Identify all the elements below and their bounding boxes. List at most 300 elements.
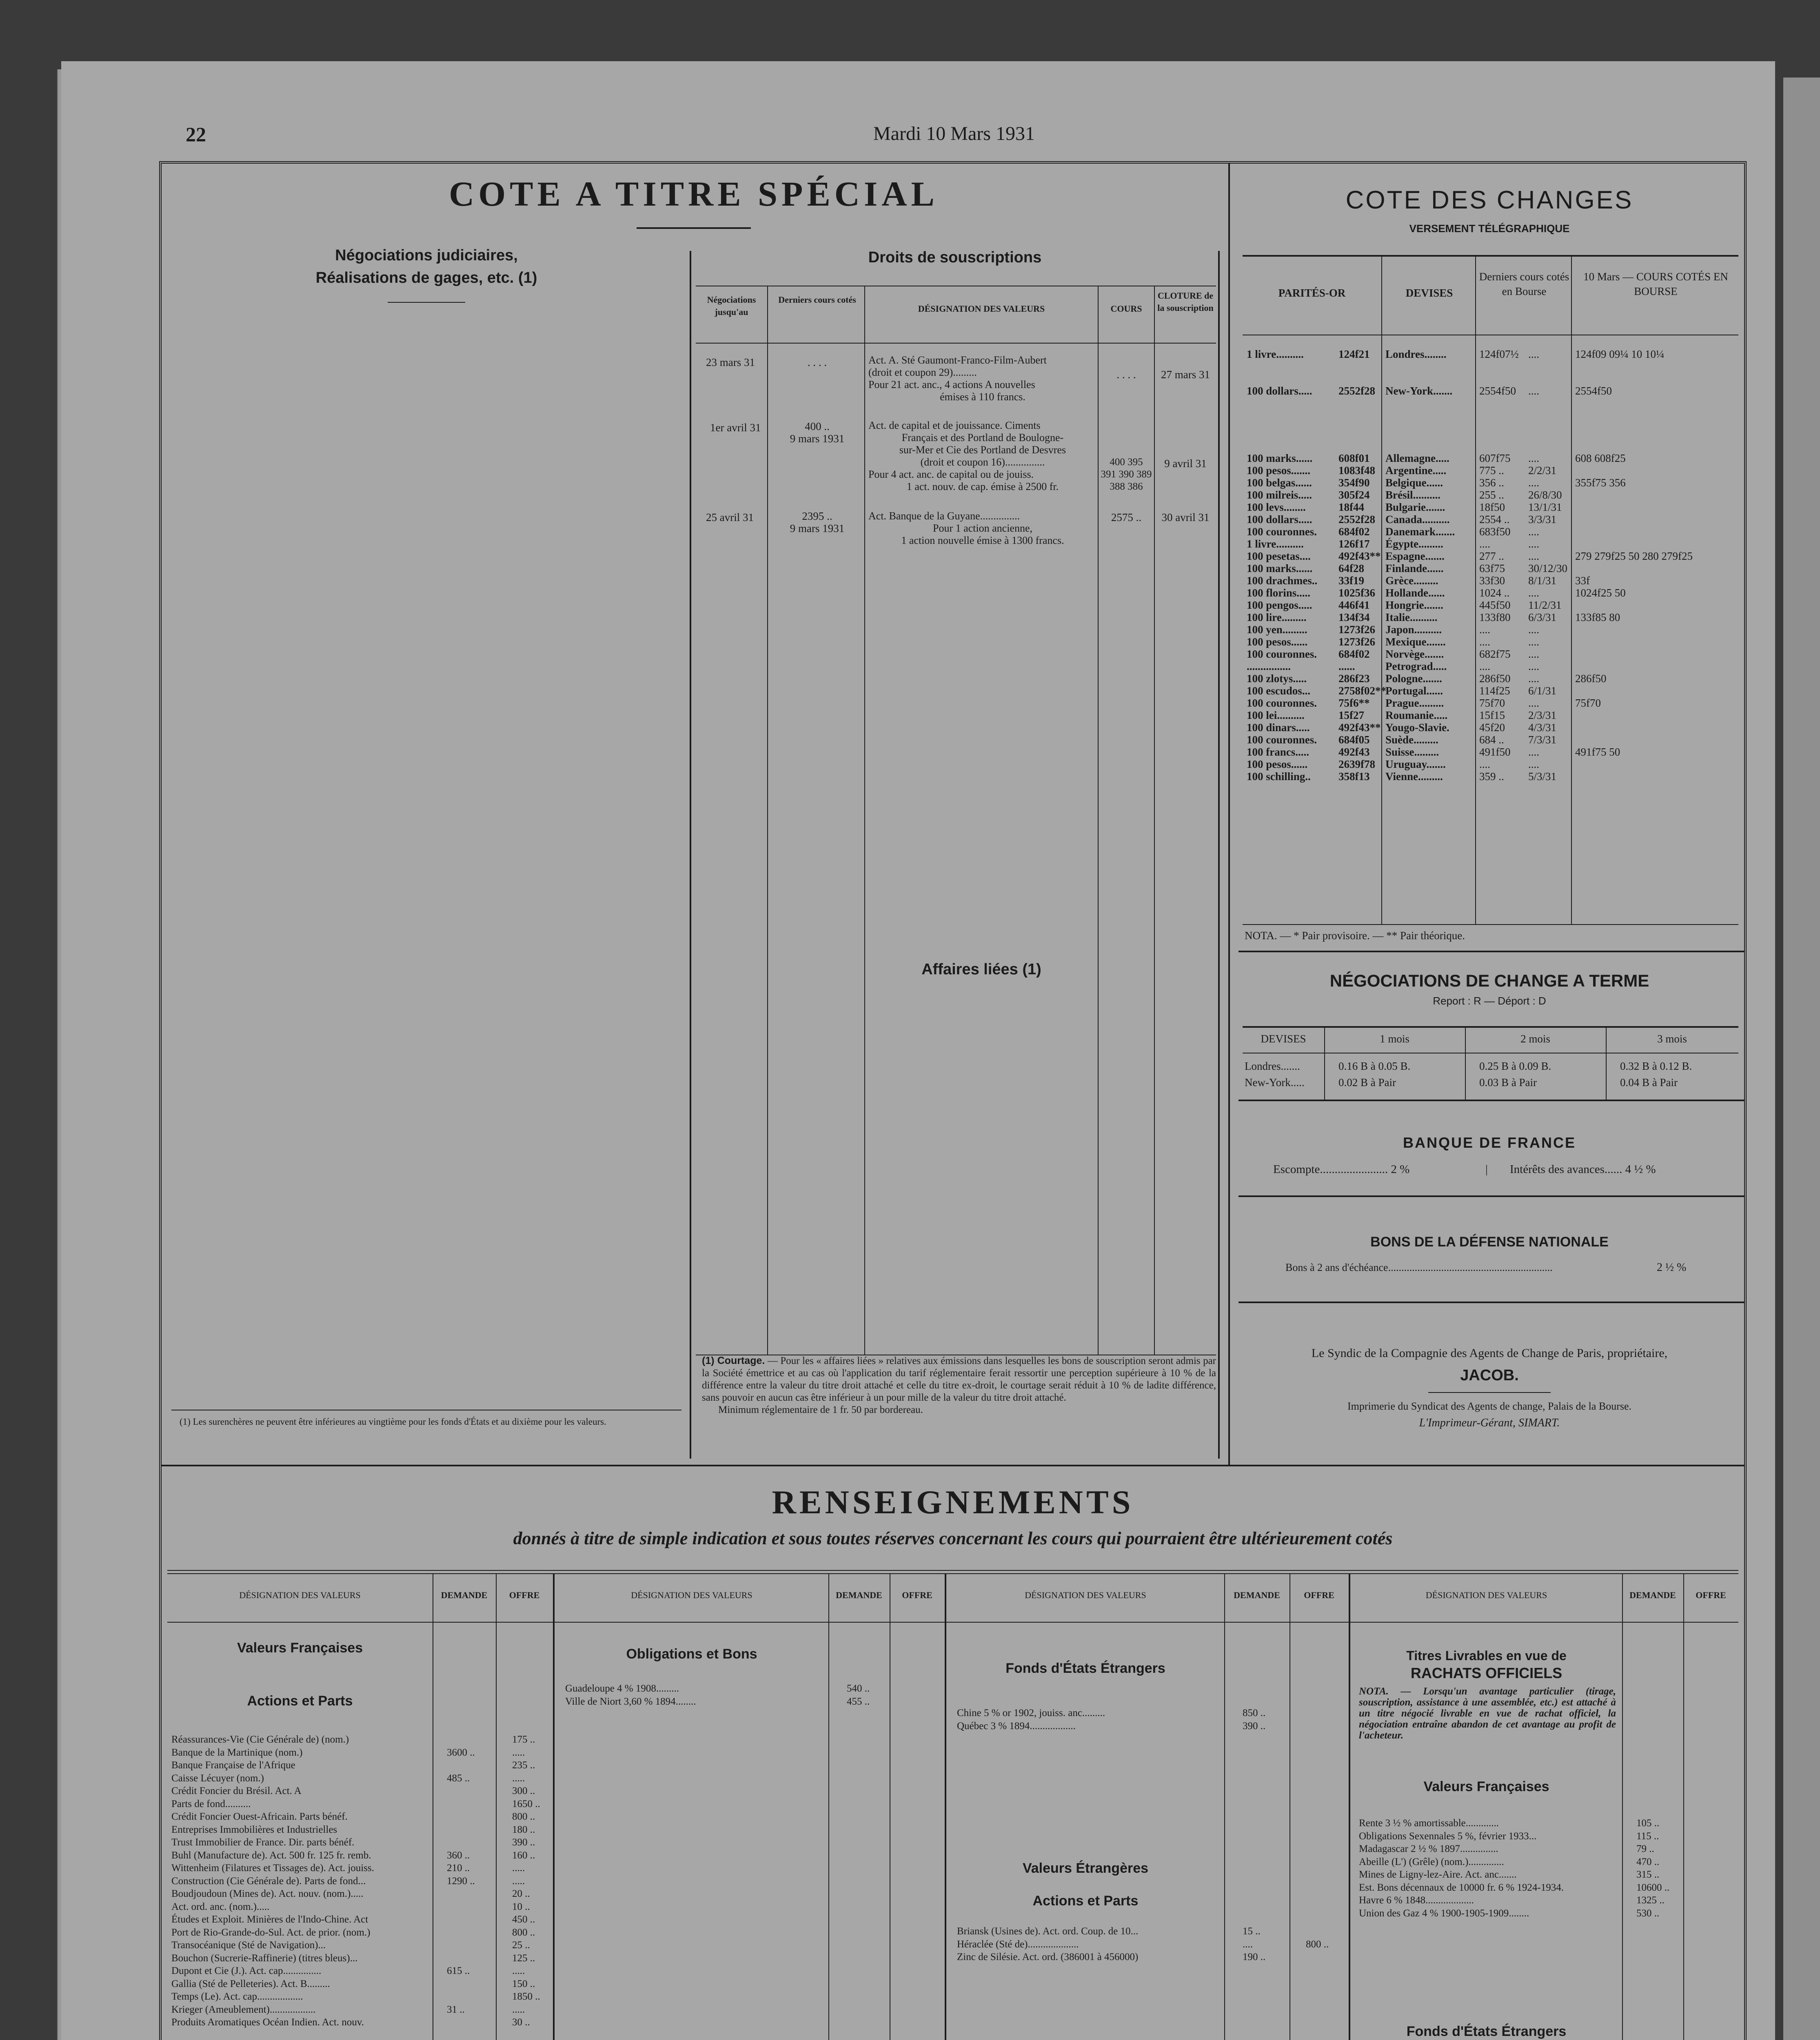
- rens-c2-item-designation: Guadeloupe 4 % 1908.........: [565, 1683, 679, 1694]
- changes-row-parite: 2758f02**: [1338, 685, 1386, 697]
- syndic-line-1: Le Syndic de la Compagnie des Agents de Change de Paris, propriétaire,: [1311, 1346, 1668, 1360]
- droits-row-1-cours: . . . .: [1116, 368, 1136, 381]
- changes-row-dernier: 133f80: [1479, 611, 1511, 623]
- divider-cote-changes: [1228, 163, 1230, 1465]
- changes-row-date: ....: [1528, 758, 1539, 770]
- courtage-title: (1) Courtage.: [702, 1355, 765, 1366]
- changes-row-dernier: 124f07½: [1479, 348, 1519, 360]
- rens-c1-item-offre: .....: [512, 1965, 525, 1976]
- droits-row-2-date: 1er avril 31: [710, 421, 761, 434]
- rens-c1-item-offre: 390 ..: [512, 1837, 535, 1848]
- rens-c3-h-offre: OFFRE: [1304, 1590, 1334, 1600]
- changes-row-parite: 684f02: [1338, 648, 1370, 660]
- rens-c1-item-offre: 30 ..: [512, 2017, 530, 2028]
- changes-row-parite: 2552f28: [1338, 513, 1375, 526]
- rens-c3-rule-a: [1224, 1573, 1225, 2040]
- rens-c1-item-offre: 150 ..: [512, 1978, 535, 1989]
- changes-row-devise: Prague.........: [1385, 697, 1444, 709]
- rens-c1-item-demande: 485 ..: [447, 1772, 470, 1784]
- changes-row-devise: Bulgarie.......: [1385, 501, 1445, 513]
- rens-c1-item-designation: Temps (Le). Act. cap..................: [171, 1991, 303, 2002]
- changes-row-devise: Suisse.........: [1385, 746, 1439, 758]
- rens-c4-valeurs-item-demande: 79 ..: [1636, 1843, 1654, 1854]
- changes-row-parite: 358f13: [1338, 770, 1370, 783]
- droits-row-3-cours: 2575 ..: [1111, 511, 1142, 523]
- changes-row-parite: ......: [1338, 660, 1355, 672]
- terme-header-top: [1243, 1026, 1738, 1028]
- rens-c1-item-offre: 10 ..: [512, 1901, 530, 1912]
- changes-row-cours: 279 279f25 50 280 279f25: [1575, 550, 1693, 562]
- changes-row-devise: Petrograd.....: [1385, 660, 1447, 672]
- rens-c1-h-demande: DEMANDE: [441, 1590, 488, 1600]
- rens-c1-item-designation: Bouchon (Sucrerie-Raffinerie) (titres bleus)...: [171, 1952, 358, 1964]
- rens-c1-item-designation: Réassurances-Vie (Cie Générale de) (nom.): [171, 1734, 349, 1745]
- droits-row-2-line-5: Pour 4 act. anc. de capital ou de jouiss.: [868, 468, 1034, 480]
- changes-row-date: ....: [1528, 452, 1539, 464]
- rens-c1-item-designation: Caisse Lécuyer (nom.): [171, 1772, 264, 1784]
- rens-c1-item-offre: 125 ..: [512, 1952, 535, 1964]
- rens-c1-item-offre: 235 ..: [512, 1760, 535, 1771]
- changes-row-cours: 124f09 09¼ 10 10¼: [1575, 348, 1665, 360]
- courtage-min: Minimum réglementaire de 1 fr. 50 par bordereau.: [718, 1404, 923, 1415]
- changes-row-date: ....: [1528, 348, 1539, 360]
- rens-c1-item-demande: 3600 ..: [447, 1747, 475, 1758]
- droits-row-1-cloture: 27 mars 31: [1161, 368, 1210, 381]
- rens-c3-h-demande: DEMANDE: [1234, 1590, 1280, 1600]
- changes-row-dernier: 682f75: [1479, 648, 1511, 660]
- changes-row-date: ....: [1528, 550, 1539, 562]
- rens-divider-2: [945, 1573, 946, 2040]
- droits-row-1-designation: [868, 354, 1097, 403]
- changes-row-parite: 446f41: [1338, 599, 1370, 611]
- changes-row-unit: 100 lire.........: [1247, 611, 1307, 623]
- rens-c4-rule-a: [1622, 1573, 1623, 2040]
- changes-row-unit: 100 levs........: [1247, 501, 1306, 513]
- droits-row-2-line-1: Act. de capital et de jouissance. Ciments: [868, 419, 1041, 431]
- judicial-heading-1: Négociations judiciaires,: [335, 247, 518, 264]
- changes-row-date: ....: [1528, 746, 1539, 758]
- changes-row-unit: 100 marks......: [1247, 562, 1313, 574]
- rens-c3-fonds-item-demande: 390 ..: [1243, 1720, 1266, 1732]
- rens-c4-valeurs-item-demande: 105 ..: [1636, 1818, 1660, 1829]
- changes-col-parites: PARITÉS-OR: [1278, 287, 1346, 299]
- renseignements-title: RENSEIGNEMENTS: [772, 1483, 1134, 1521]
- changes-row-parite: 492f43**: [1338, 550, 1381, 562]
- rens-c4-valeurs-item-designation: Abeille (L') (Grêle) (nom.)..............: [1359, 1856, 1504, 1867]
- changes-row-dernier: 359 ..: [1479, 770, 1504, 783]
- rens-c1-item-offre: 20 ..: [512, 1888, 530, 1899]
- changes-col-cours: 10 Mars — COURS COTÉS EN BOURSE: [1583, 271, 1728, 297]
- changes-row-devise: Grèce.........: [1385, 574, 1438, 587]
- changes-row-date: 4/3/31: [1528, 721, 1557, 734]
- changes-row-dernier: 75f70: [1479, 697, 1505, 709]
- changes-row-parite: 64f28: [1338, 562, 1364, 574]
- rens-c1-item-demande: 1290 ..: [447, 1875, 475, 1887]
- changes-row-unit: 1 livre..........: [1247, 538, 1304, 550]
- droits-row-2-designation: [868, 419, 1097, 493]
- changes-row-parite: 684f05: [1338, 734, 1370, 746]
- changes-row-unit: 100 belgas......: [1247, 477, 1312, 489]
- changes-row-unit: 100 milreis.....: [1247, 489, 1312, 501]
- rens-c1-item-designation: Parts de fond..........: [171, 1798, 251, 1809]
- changes-row-dernier: 114f25: [1479, 685, 1510, 697]
- droits-row-1-line-3: Pour 21 act. anc., 4 actions A nouvelles: [868, 379, 1035, 390]
- rens-header-top: [167, 1570, 1738, 1574]
- changes-row-unit: 100 couronnes.: [1247, 734, 1317, 746]
- syndic-name: JACOB.: [1460, 1367, 1519, 1384]
- changes-row-parite: 1083f48: [1338, 464, 1375, 477]
- changes-row-dernier: 15f15: [1479, 709, 1505, 721]
- changes-row-cours: 33f: [1575, 574, 1590, 587]
- changes-row-unit: 100 dollars.....: [1247, 385, 1312, 397]
- changes-row-parite: 2639f78: [1338, 758, 1375, 770]
- changes-row-devise: Argentine.....: [1385, 464, 1447, 477]
- droits-row-3-designation: [868, 510, 1097, 547]
- changes-row-date: 26/8/30: [1528, 489, 1562, 501]
- rens-c1-item-designation: Banque Française de l'Afrique: [171, 1760, 295, 1771]
- changes-row-parite: 684f02: [1338, 526, 1370, 538]
- rens-c4-valeurs-item-designation: Madagascar 2 ½ % 1897...............: [1359, 1843, 1498, 1854]
- changes-nota-rule: [1238, 951, 1745, 952]
- rens-c1-item-designation: Act. ord. anc. (nom.).....: [171, 1901, 270, 1912]
- rens-c1-item-offre: .....: [512, 1747, 525, 1758]
- rens-c1-item-offre: .....: [512, 2004, 525, 2015]
- changes-row-parite: 305f24: [1338, 489, 1370, 501]
- rens-c4-h-demande: DEMANDE: [1629, 1590, 1676, 1600]
- terme-col-devises: DEVISES: [1261, 1033, 1306, 1045]
- changes-row-cours: 355f75 356: [1575, 477, 1626, 489]
- changes-row-cours: 491f75 50: [1575, 746, 1620, 758]
- changes-row-unit: 100 dinars.....: [1247, 721, 1310, 734]
- droits-col-rule-1: [767, 286, 768, 1355]
- changes-row-dernier: ....: [1479, 623, 1490, 636]
- rens-c1-item-offre: 180 ..: [512, 1824, 535, 1835]
- rens-c1-item-offre: 160 ..: [512, 1849, 535, 1861]
- changes-row-date: 13/1/31: [1528, 501, 1562, 513]
- rens-c1-item-demande: 210 ..: [447, 1863, 470, 1874]
- changes-row-parite: 18f44: [1338, 501, 1364, 513]
- judicial-heading-2: Réalisations de gages, etc. (1): [315, 269, 537, 286]
- droits-row-2-cloture: 9 avril 31: [1164, 457, 1207, 470]
- changes-row-parite: 1025f36: [1338, 587, 1375, 599]
- rens-c4-valeurs-item-demande: 1325 ..: [1636, 1895, 1665, 1906]
- rens-c1-item-designation: Crédit Foncier Ouest-Africain. Parts bénéf.: [171, 1811, 348, 1822]
- rens-c4-heading-titres: Titres Livrables en vue de: [1406, 1648, 1567, 1663]
- terme-bottom: [1238, 1100, 1745, 1101]
- rens-c1-item-offre: .....: [512, 1772, 525, 1784]
- changes-row-unit: 100 yen.........: [1247, 623, 1307, 636]
- rens-c1-item-offre: 450 ..: [512, 1914, 535, 1925]
- syndic-rule: [1428, 1392, 1551, 1393]
- changes-row-dernier: 63f75: [1479, 562, 1505, 574]
- changes-row-unit: 100 dollars.....: [1247, 513, 1312, 526]
- changes-row-unit: 100 pesos......: [1247, 758, 1308, 770]
- rens-c2-item-demande: 455 ..: [847, 1696, 870, 1707]
- rens-c1-item-designation: Banque de la Martinique (nom.): [171, 1747, 303, 1758]
- changes-row-dernier: 2554f50: [1479, 385, 1516, 397]
- changes-row-parite: 134f34: [1338, 611, 1370, 623]
- rens-c4-valeurs-item-demande: 115 ..: [1636, 1830, 1659, 1842]
- rens-c1-item-offre: 25 ..: [512, 1940, 530, 1951]
- changes-row-devise: Uruguay.......: [1385, 758, 1446, 770]
- changes-row-parite: 126f17: [1338, 538, 1370, 550]
- rens-c2-h-demande: DEMANDE: [836, 1590, 882, 1600]
- rens-c1-h-offre: OFFRE: [509, 1590, 540, 1600]
- changes-row-devise: New-York.......: [1385, 385, 1453, 397]
- rens-c2-heading: Obligations et Bons: [626, 1646, 757, 1662]
- rens-c1-h-designation: DÉSIGNATION DES VALEURS: [239, 1590, 361, 1600]
- changes-row-unit: 100 lei..........: [1247, 709, 1305, 721]
- changes-row-date: 2/2/31: [1528, 464, 1557, 477]
- changes-row-date: 11/2/31: [1528, 599, 1562, 611]
- changes-row-parite: 608f01: [1338, 452, 1370, 464]
- changes-row-dernier: 18f50: [1479, 501, 1505, 513]
- changes-row-cours: 286f50: [1575, 672, 1607, 685]
- changes-row-dernier: 277 ..: [1479, 550, 1504, 562]
- changes-row-date: ....: [1528, 648, 1539, 660]
- changes-row-date: 2/3/31: [1528, 709, 1557, 721]
- terme-londres-2: 0.25 B à 0.09 B.: [1479, 1060, 1551, 1072]
- changes-row-dernier: 607f75: [1479, 452, 1511, 464]
- changes-col-rule-3: [1571, 255, 1572, 924]
- changes-row-dernier: ....: [1479, 758, 1490, 770]
- droits-row-2-line-3: sur-Mer et Cie des Portland de Desvres: [899, 444, 1066, 456]
- rens-c3-fonds-item-demande: 850 ..: [1243, 1707, 1266, 1718]
- changes-row-dernier: ....: [1479, 660, 1490, 672]
- droits-row-1-line-4: émises à 110 francs.: [940, 391, 1025, 403]
- changes-row-date: ....: [1528, 623, 1539, 636]
- rens-c1-item-designation: Wittenheim (Filatures et Tissages de). Act. jouiss.: [171, 1863, 374, 1874]
- changes-row-unit: 100 florins.....: [1247, 587, 1311, 599]
- changes-row-unit: 100 pesos.......: [1247, 464, 1311, 477]
- rens-c1-item-offre: 300 ..: [512, 1785, 535, 1796]
- changes-row-unit: 100 couronnes.: [1247, 697, 1317, 709]
- droits-row-1-line-1: Act. A. Sté Gaumont-Franco-Film-Aubert: [868, 354, 1047, 366]
- changes-row-devise: Espagne.......: [1385, 550, 1445, 562]
- droits-row-3-derniers-2: 9 mars 1931: [790, 522, 845, 534]
- rens-c1-item-designation: Port de Rio-Grande-do-Sul. Act. de prior. (nom.): [171, 1927, 371, 1938]
- rens-c1-heading-valeurs: Valeurs Françaises: [237, 1640, 363, 1656]
- changes-row-dernier: 2554 ..: [1479, 513, 1510, 526]
- changes-row-parite: 492f43: [1338, 746, 1370, 758]
- droits-row-2-line-4: (droit et coupon 16)...............: [920, 456, 1045, 468]
- changes-row-date: ....: [1528, 526, 1539, 538]
- changes-row-parite: 1273f26: [1338, 636, 1375, 648]
- droits-row-1-date: 23 mars 31: [706, 356, 755, 368]
- changes-row-unit: 100 couronnes.: [1247, 526, 1317, 538]
- changes-row-unit: 100 francs.....: [1247, 746, 1309, 758]
- changes-row-date: 6/1/31: [1528, 685, 1557, 697]
- changes-row-cours: 1024f25 50: [1575, 587, 1626, 599]
- changes-row-devise: Finlande......: [1385, 562, 1444, 574]
- droits-col-rule-3: [1098, 286, 1099, 1355]
- changes-row-unit: 100 marks......: [1247, 452, 1313, 464]
- rens-c3-actions-item-designation: Héraclée (Sté de)....................: [957, 1938, 1079, 1950]
- syndic-line-3: L'Imprimeur-Gérant, SIMART.: [1419, 1417, 1560, 1429]
- changes-row-date: ....: [1528, 697, 1539, 709]
- droits-row-1-line-2: (droit et coupon 29).........: [868, 366, 977, 378]
- page-title: COTE A TITRE SPÉCIAL: [449, 174, 939, 213]
- col-header-designation: DÉSIGNATION DES VALEURS: [918, 304, 1045, 314]
- droits-row-3-line-1: Act. Banque de la Guyane...............: [868, 510, 1020, 522]
- changes-table-bottom: [1243, 924, 1738, 925]
- bons-bottom: [1238, 1302, 1745, 1303]
- rens-c4-valeurs-item-designation: Union des Gaz 4 % 1900-1905-1909........: [1359, 1907, 1529, 1919]
- rens-c2-item-designation: Ville de Niort 3,60 % 1894........: [565, 1696, 696, 1707]
- changes-row-devise: Italie..........: [1385, 611, 1438, 623]
- rens-c4-heading-rachats: RACHATS OFFICIELS: [1410, 1665, 1563, 1681]
- bons-line: Bons à 2 ans d'échéance..............................................................: [1285, 1262, 1553, 1273]
- changes-row-date: ....: [1528, 672, 1539, 685]
- syndic-line-2: Imprimerie du Syndicat des Agents de change, Palais de la Bourse.: [1347, 1400, 1632, 1412]
- header-date: Mardi 10 Mars 1931: [873, 123, 1035, 144]
- rens-c3-actions-item-demande: 190 ..: [1243, 1951, 1266, 1962]
- terme-subtitle: Report : R — Déport : D: [1433, 995, 1546, 1007]
- changes-row-date: 30/12/30: [1528, 562, 1568, 574]
- terme-title: NÉGOCIATIONS DE CHANGE A TERME: [1329, 971, 1649, 990]
- banque-title: BANQUE DE FRANCE: [1403, 1134, 1576, 1151]
- changes-row-date: ....: [1528, 636, 1539, 648]
- changes-row-devise: Portugal......: [1385, 685, 1443, 697]
- rens-c4-h-offre: OFFRE: [1696, 1590, 1726, 1600]
- courtage-text: — Pour les « affaires liées » relatives aux émissions dans lesquelles les bons de souscription seront admis par la Société émettrice et au cas où l'application du tarif réglementaire ferait ressortir une perception supérieure à 10 % de la différence entre la valeur du titre droit attaché et celle du titre ex-droit, le courtage serait réduit à 10 % de ladite différence, sans pouvoir en aucun cas être inférieur à un pour mille de la valeur du titre droit attaché.: [702, 1355, 1216, 1403]
- rens-c1-item-designation: Buhl (Manufacture de). Act. 500 fr. 125 fr. remb.: [171, 1849, 371, 1861]
- droits-header-bottom: [696, 343, 1216, 344]
- changes-row-dernier: 255 ..: [1479, 489, 1504, 501]
- changes-row-date: ....: [1528, 385, 1539, 397]
- droits-heading: Droits de souscriptions: [868, 249, 1042, 266]
- changes-row-parite: 124f21: [1338, 348, 1370, 360]
- droits-row-3-line-2: Pour 1 action ancienne,: [932, 522, 1033, 534]
- rens-c2-item-demande: 540 ..: [847, 1683, 870, 1694]
- changes-row-unit: 100 pesos......: [1247, 636, 1308, 648]
- rens-c4-rule-b: [1683, 1573, 1684, 2040]
- col-header-cours: COURS: [1110, 304, 1142, 314]
- changes-row-date: ....: [1528, 587, 1539, 599]
- changes-row-dernier: 445f50: [1479, 599, 1511, 611]
- rens-c2-rule-a: [828, 1573, 829, 2040]
- changes-row-devise: Suède.........: [1385, 734, 1438, 746]
- changes-header-top: [1243, 255, 1738, 257]
- changes-row-devise: Londres........: [1385, 348, 1447, 360]
- rens-header-bottom: [167, 1622, 1738, 1623]
- changes-row-dernier: ....: [1479, 538, 1490, 550]
- changes-row-dernier: 683f50: [1479, 526, 1511, 538]
- rens-divider-3: [1349, 1573, 1350, 2040]
- rens-c1-item-designation: Construction (Cie Générale de). Parts de fond...: [171, 1875, 366, 1887]
- changes-row-devise: Norvège.......: [1385, 648, 1444, 660]
- divider-inner-left: [690, 251, 691, 1459]
- terme-newyork-3: 0.04 B à Pair: [1620, 1076, 1678, 1089]
- terme-newyork-2: 0.03 B à Pair: [1479, 1076, 1537, 1089]
- changes-nota: NOTA. — * Pair provisoire. — ** Pair théorique.: [1245, 929, 1465, 942]
- rens-c1-item-offre: 175 ..: [512, 1734, 535, 1745]
- bons-rate: 2 ½ %: [1657, 1261, 1687, 1274]
- changes-row-date: 7/3/31: [1528, 734, 1557, 746]
- droits-row-3-derniers-1: 2395 ..: [802, 510, 832, 522]
- droits-row-2-cours: [1098, 456, 1155, 493]
- changes-row-devise: Canada..........: [1385, 513, 1450, 526]
- changes-row-unit: 100 pesetas....: [1247, 550, 1311, 562]
- changes-row-dernier: 775 ..: [1479, 464, 1504, 477]
- droits-row-2-line-6: 1 act. nouv. de cap. émise à 2500 fr.: [906, 481, 1059, 492]
- droits-row-1-derniers: . . . .: [807, 356, 827, 368]
- banque-escompte: Escompte....................... 2 %: [1273, 1163, 1410, 1176]
- changes-row-parite: 75f6**: [1338, 697, 1370, 709]
- changes-row-unit: 1 livre..........: [1247, 348, 1304, 360]
- col-header-derniers: Derniers cours cotés: [778, 295, 856, 305]
- rens-c1-item-designation: Krieger (Ameublement)..................: [171, 2004, 316, 2015]
- droits-row-3-derniers: [769, 510, 865, 534]
- changes-row-dernier: 286f50: [1479, 672, 1511, 685]
- changes-row-dernier: 491f50: [1479, 746, 1511, 758]
- rens-c1-item-designation: Études et Exploit. Minières de l'Indo-Chine. Act: [171, 1914, 368, 1925]
- rens-c1-item-demande: 31 ..: [447, 2004, 465, 2015]
- changes-row-dernier: 1024 ..: [1479, 587, 1510, 599]
- rens-c3-actions-item-designation: Briansk (Usines de). Act. ord. Coup. de 10...: [957, 1926, 1139, 1937]
- changes-row-unit: 100 schilling..: [1247, 770, 1311, 783]
- changes-row-devise: Pologne.......: [1385, 672, 1442, 685]
- changes-row-devise: Japon..........: [1385, 623, 1442, 636]
- changes-row-devise: Égypte.........: [1385, 538, 1443, 550]
- changes-row-devise: Mexique.......: [1385, 636, 1446, 648]
- terme-londres-3: 0.32 B à 0.12 B.: [1620, 1060, 1692, 1072]
- changes-row-parite: 354f90: [1338, 477, 1370, 489]
- droits-row-3-cloture: 30 avril 31: [1161, 511, 1210, 523]
- rens-c3-heading-actions: Actions et Parts: [1032, 1893, 1139, 1909]
- divider-top-bottom: [162, 1465, 1744, 1466]
- rens-c1-item-offre: 800 ..: [512, 1927, 535, 1938]
- terme-londres-1: 0.16 B à 0.05 B.: [1338, 1060, 1411, 1072]
- rens-c1-item-designation: Boudjoudoun (Mines de). Act. nouv. (nom.).....: [171, 1888, 364, 1899]
- rens-c4-valeurs-item-demande: 315 ..: [1636, 1869, 1660, 1880]
- rens-c1-item-offre: .....: [512, 1875, 525, 1887]
- changes-row-parite: 15f27: [1338, 709, 1364, 721]
- changes-row-dernier: 356 ..: [1479, 477, 1504, 489]
- terme-col-1mois: 1 mois: [1380, 1033, 1409, 1045]
- changes-row-unit: 100 zlotys.....: [1247, 672, 1307, 685]
- rens-c1-item-demande: 615 ..: [447, 1965, 470, 1976]
- changes-row-cours: 2554f50: [1575, 385, 1612, 397]
- changes-row-devise: Hollande......: [1385, 587, 1445, 599]
- rens-c3-heading-fonds: Fonds d'États Étrangers: [1005, 1661, 1165, 1676]
- droits-row-2-derniers: [769, 420, 865, 445]
- courtage-note: [702, 1355, 1216, 1416]
- rens-c4-valeurs-item-designation: Est. Bons décennaux de 10000 fr. 6 % 1924-1934.: [1359, 1882, 1564, 1893]
- droits-row-2-line-2: Français et des Portland de Boulogne-: [901, 432, 1064, 443]
- changes-row-devise: Roumanie.....: [1385, 709, 1448, 721]
- col-header-negociations: Négociations jusqu'au: [707, 295, 756, 317]
- changes-col-derniers: Derniers cours cotés en Bourse: [1479, 271, 1569, 297]
- rens-c3-fonds-item-designation: Chine 5 % or 1902, jouiss. anc.........: [957, 1707, 1105, 1718]
- changes-col-rule-1: [1381, 255, 1382, 924]
- rens-c2-h-offre: OFFRE: [902, 1590, 932, 1600]
- changes-row-dernier: ....: [1479, 636, 1490, 648]
- col-header-cloture: CLOTURE de la souscription: [1157, 290, 1214, 313]
- changes-row-devise: Hongrie.......: [1385, 599, 1443, 611]
- terme-newyork-1: 0.02 B à Pair: [1338, 1076, 1396, 1089]
- rens-c1-item-designation: Gallia (Sté de Pelleteries). Act. B.........: [171, 1978, 330, 1989]
- rens-c4-valeurs-item-designation: Rente 3 ½ % amortissable.............: [1359, 1818, 1499, 1829]
- terme-col-2mois: 2 mois: [1520, 1033, 1550, 1045]
- droits-col-rule-2: [864, 286, 865, 1355]
- changes-row-devise: Allemagne.....: [1385, 452, 1449, 464]
- changes-row-parite: 33f19: [1338, 574, 1364, 587]
- divider-inner-right: [1218, 251, 1220, 1459]
- left-footnote: (1) Les surenchères ne peuvent être inférieures au vingtième pour les fonds d'États et au dixième pour les valeurs.: [180, 1417, 606, 1427]
- droits-col-rule-4: [1154, 286, 1155, 1355]
- changes-col-rule-2: [1475, 255, 1476, 924]
